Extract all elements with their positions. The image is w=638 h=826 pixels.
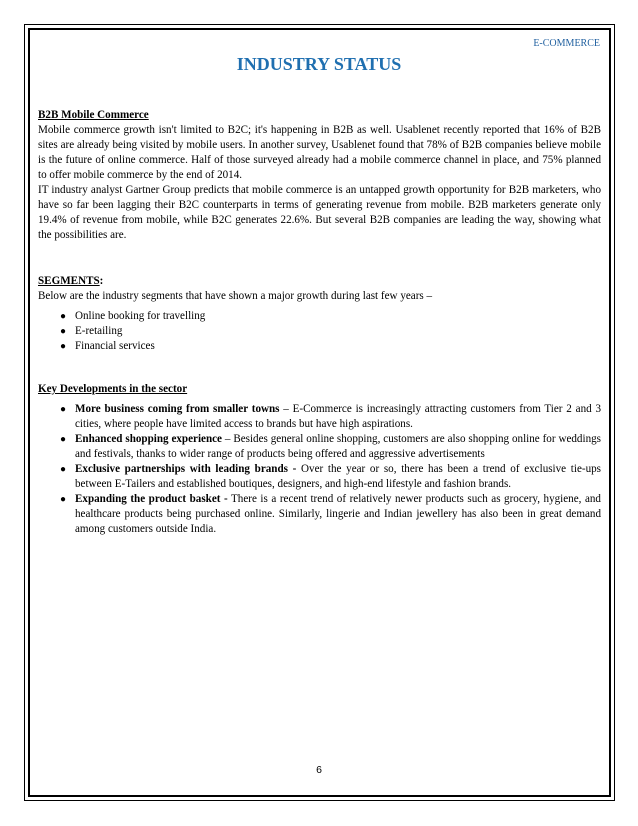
development-title: More business coming from smaller towns	[75, 403, 280, 415]
segments-heading-line	[38, 274, 601, 289]
b2b-paragraph-1: Mobile commerce growth isn't limited to B2C; it's happening in B2B as well. Usablenet recently reported that 16% of B2B sites are already being visited by mobile users. In another survey, Usablenet found that 78% of B2B companies believe mobile is the future of online commerce. Half of those surveyed already had a mobile commerce channel in place, and 75% planned to offer mobile commerce by the end of 2014.	[38, 124, 601, 181]
development-title: Exclusive partnerships with leading brands -	[75, 463, 297, 475]
segment-item-label: Online booking for travelling	[75, 310, 206, 322]
running-header: E-COMMERCE	[533, 38, 600, 49]
segment-item-label: Financial services	[75, 340, 155, 352]
development-text: – Besides general online shopping, customers are also shopping online for weddings and festivals, thanks to wider range of products being offered and aggressive advertisements	[75, 433, 601, 460]
key-developments-section	[38, 382, 601, 537]
development-text: There is a recent trend of relatively newer products such as grocery, hygiene, and healthcare products being purchased online. Similarly, lingerie and Indian jewellery has also been in great demand among customers outside India.	[75, 493, 601, 535]
segments-section	[38, 274, 601, 354]
page-title: INDUSTRY STATUS	[236, 54, 402, 74]
list-item	[38, 432, 601, 462]
list-item	[38, 309, 601, 324]
segments-list	[38, 309, 601, 354]
key-developments-list	[38, 402, 601, 537]
list-item	[38, 402, 601, 432]
bullet-icon: ●	[60, 341, 67, 352]
list-item	[38, 324, 601, 339]
list-item	[38, 339, 601, 354]
page-number: 6	[316, 764, 322, 776]
list-item	[38, 462, 601, 492]
document-body	[38, 108, 601, 537]
key-developments-heading: Key Developments in the sector	[38, 383, 188, 395]
segment-item-label: E-retailing	[75, 325, 123, 337]
segments-heading-colon: :	[99, 275, 104, 287]
bullet-icon: ●	[60, 494, 67, 505]
development-text: Over the year or so, there has been a trend of exclusive tie-ups between E-Tailers and established boutiques, designers, and high-end lifestyle and fashion brands.	[75, 463, 601, 490]
development-title: Expanding the product basket -	[75, 493, 228, 505]
b2b-heading: B2B Mobile Commerce	[38, 109, 149, 121]
b2b-paragraph-2: IT industry analyst Gartner Group predicts that mobile commerce is an untapped growth opportunity for B2B marketers, who have so far been lagging their B2C counterparts in terms of generating revenue from mobile. B2B marketers generate only 19.4% of revenue from mobile, while B2C generates 22.6%. But several B2B companies are leading the way, showing what the possibilities are.	[38, 184, 601, 241]
development-text: – E-Commerce is increasingly attracting customers from Tier 2 and 3 cities, where people have limited access to brands but have high aspirations.	[75, 403, 602, 430]
bullet-icon: ●	[60, 404, 67, 415]
segments-intro: Below are the industry segments that have shown a major growth during last few years –	[38, 290, 433, 302]
segments-heading: SEGMENTS	[38, 275, 100, 287]
bullet-icon: ●	[60, 311, 67, 322]
b2b-section	[38, 108, 601, 243]
development-title: Enhanced shopping experience	[75, 433, 222, 445]
list-item	[38, 492, 601, 537]
bullet-icon: ●	[60, 326, 67, 337]
bullet-icon: ●	[60, 434, 67, 445]
bullet-icon: ●	[60, 464, 67, 475]
